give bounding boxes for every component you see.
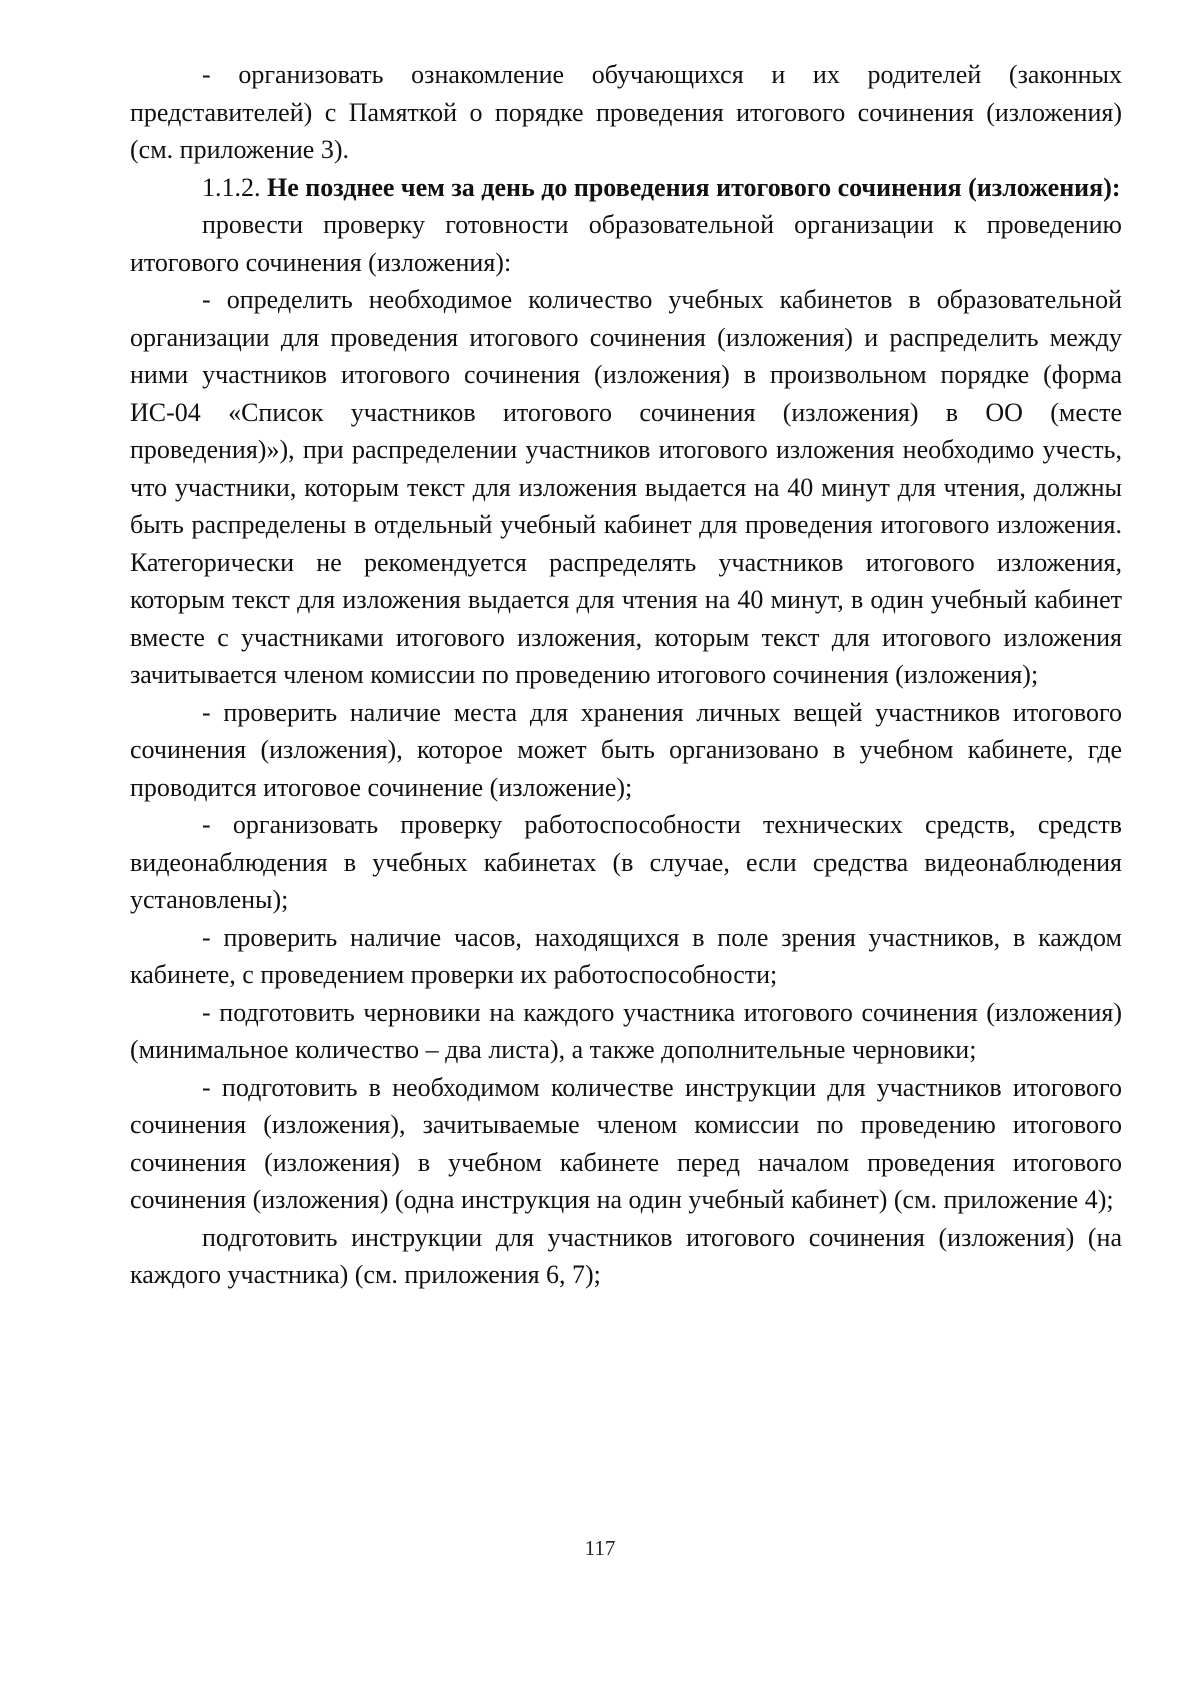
- paragraph-storage: - проверить наличие места для хранения личных вещей участников итогового сочинения (изложения), которое может быть организовано в учебном кабинете, где проводится итоговое сочинение (изложение);: [130, 697, 1122, 802]
- paragraph-instructions-participant: подготовить инструкции для участников итогового сочинения (изложения) (на каждого участника) (см. приложения 6, 7);: [130, 1222, 1122, 1289]
- page-number: 117: [584, 1536, 616, 1560]
- paragraph-clocks: - проверить наличие часов, находящихся в поле зрения участников, в каждом кабинете, с проведением проверки их работоспособности;: [130, 922, 1122, 989]
- paragraph-memo-intro: - организовать ознакомление обучающихся и их родителей (законных представителей) с Памяткой о порядке проведения итогового сочинения (изложения) (см. приложение 3).: [130, 60, 1122, 164]
- paragraph-instructions-room: - подготовить в необходимом количестве инструкции для участников итогового сочинения (изложения), зачитываемые членом комиссии по проведению итогового сочинения (изложения) в учебном кабинете перед началом проведения итогового сочинения (изложения) (одна инструкция на один учебный кабинет) (см. приложение 4);: [130, 1072, 1122, 1214]
- paragraph-classrooms: - определить необходимое количество учебных кабинетов в образовательной организации для проведения итогового сочинения (изложения) и распределить между ними участников итогового сочинения (изложения) в произвольном порядке (форма ИС-04 «Список участников итогового сочинения (изложения) в ОО (месте проведения)»), при распределении участников итогового изложения необходимо учесть, что участники, которым текст для изложения выдается на 40 минут для чтения, должны быть распределены в отдельный учебный кабинет для проведения итогового изложения. Категорически не рекомендуется распределять участников итогового изложения, которым текст для изложения выдается для чтения на 40 минут, в один учебный кабинет вместе с участниками итогового изложения, которым текст для итогового изложения зачитывается членом комиссии по проведению итогового сочинения (изложения);: [130, 285, 1122, 689]
- section-heading: [130, 169, 1122, 207]
- section-title: Не позднее чем за день до проведения итогового сочинения (изложения):: [267, 172, 1121, 202]
- paragraph-readiness-check: провести проверку готовности образовательной организации к проведению итогового сочинения (изложения):: [130, 210, 1122, 277]
- paragraph-tech-check: - организовать проверку работоспособности технических средств, средств видеонаблюдения в учебных кабинетах (в случае, если средства видеонаблюдения установлены);: [130, 810, 1122, 914]
- section-number: 1.1.2.: [202, 172, 261, 202]
- paragraph-drafts: - подготовить черновики на каждого участника итогового сочинения (изложения) (минимальное количество – два листа), а также дополнительные черновики;: [130, 997, 1122, 1064]
- document-page: [130, 56, 1122, 1294]
